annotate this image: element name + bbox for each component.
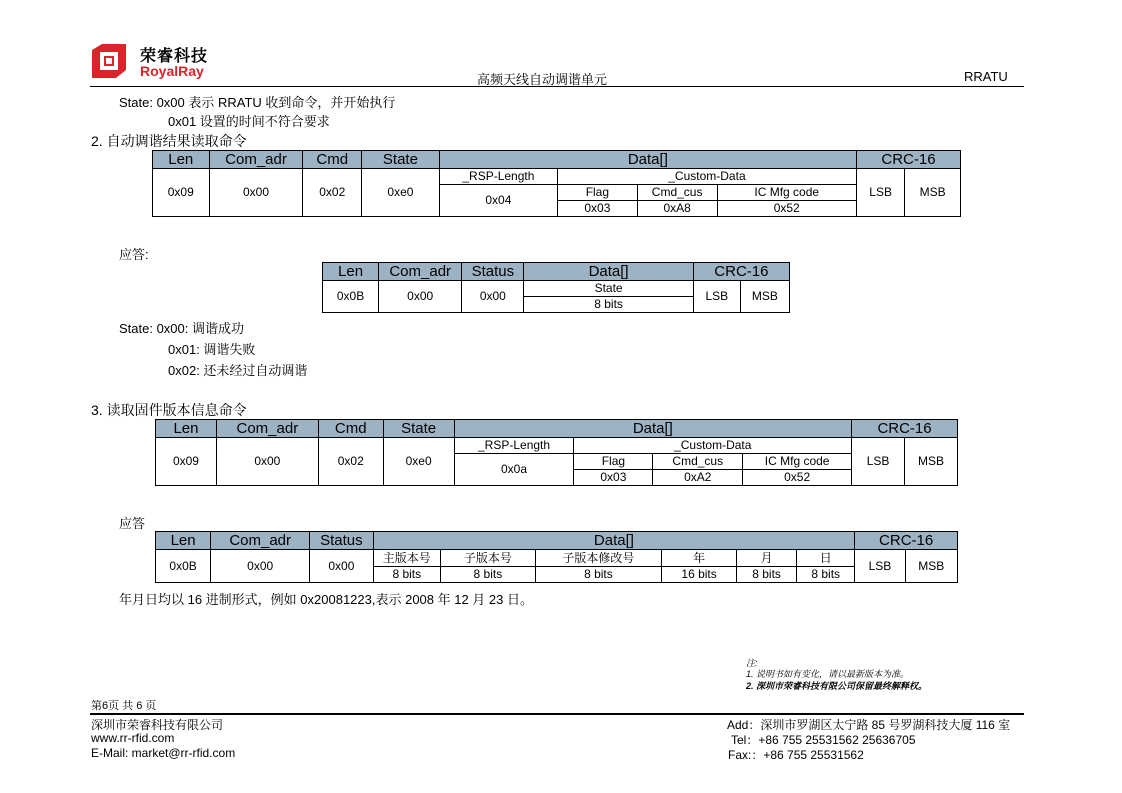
subheader-ic-mfg: IC Mfg code — [717, 185, 856, 201]
state-desc-line-2: 0x01 设置的时间不符合要求 — [168, 114, 330, 129]
company-name-cn: 荣睿科技 — [140, 48, 209, 65]
auto-tune-reply-table — [322, 262, 790, 313]
data-state-bits: 8 bits — [524, 297, 693, 313]
value-msb: MSB — [905, 550, 957, 583]
custom-data-label: _Custom-Data — [557, 169, 856, 185]
footer-email[interactable]: E-Mail: market@rr-rfid.com — [91, 746, 236, 760]
value-len: 0x0B — [323, 281, 379, 313]
value-flag: 0x03 — [574, 470, 653, 486]
subheader-cmd-cus: Cmd_cus — [637, 185, 717, 201]
footer-rule — [90, 713, 1024, 715]
auto-tune-read-command-table — [152, 150, 961, 217]
value-state: 0xe0 — [383, 438, 454, 486]
bits-minor-version: 8 bits — [441, 567, 536, 583]
footer-tel: Tel：+86 755 25531562 25636705 — [731, 733, 916, 747]
bits-year: 16 bits — [662, 567, 737, 583]
header-data: Data[] — [524, 263, 693, 281]
footer-address: Add：深圳市罗湖区太宁路 85 号罗湖科技大厦 116 室 — [727, 718, 1011, 732]
value-msb: MSB — [905, 169, 961, 217]
value-cmd: 0x02 — [303, 169, 362, 217]
value-com-adr: 0x00 — [211, 550, 310, 583]
value-msb: MSB — [905, 438, 958, 486]
value-rsp-length: 0x04 — [439, 185, 557, 217]
value-rsp-length: 0x0a — [454, 454, 574, 486]
firmware-version-command-table — [155, 419, 958, 486]
value-lsb: LSB — [855, 550, 905, 583]
value-flag: 0x03 — [557, 201, 637, 217]
value-com-adr: 0x00 — [379, 281, 462, 313]
footnote-item-1: 1. 说明书如有变化，请以最新版本为准。 — [746, 669, 910, 679]
footer-company: 深圳市荣睿科技有限公司 — [91, 718, 224, 732]
header-crc16: CRC-16 — [693, 263, 789, 281]
header-cmd: Cmd — [318, 420, 383, 438]
value-lsb: LSB — [693, 281, 740, 313]
header-status: Status — [462, 263, 524, 281]
header-status: Status — [310, 532, 373, 550]
field-major-version: 主版本号 — [373, 550, 440, 567]
header-crc16: CRC-16 — [855, 532, 958, 550]
state-desc-line-1: State: 0x00 表示 RRATU 收到命令，并开始执行 — [119, 95, 396, 110]
header-cmd: Cmd — [303, 151, 362, 169]
value-len: 0x0B — [156, 550, 211, 583]
header-len: Len — [153, 151, 210, 169]
subheader-flag: Flag — [557, 185, 637, 201]
header-com-adr: Com_adr — [211, 532, 310, 550]
footer-fax: Fax:：+86 755 25531562 — [728, 748, 864, 762]
bits-minor-revision: 8 bits — [535, 567, 661, 583]
field-month: 月 — [737, 550, 797, 567]
header-data: Data[] — [373, 532, 855, 550]
page-number: 第6页 共 6 页 — [91, 700, 157, 712]
section-3-title: 3. 读取固件版本信息命令 — [91, 402, 247, 418]
value-cmd: 0x02 — [318, 438, 383, 486]
subheader-ic-mfg: IC Mfg code — [743, 454, 852, 470]
value-com-adr: 0x00 — [209, 169, 303, 217]
footer-website-link[interactable]: www.rr-rfid.com — [91, 731, 175, 745]
header-crc16: CRC-16 — [852, 420, 958, 438]
bits-day: 8 bits — [797, 567, 855, 583]
value-len: 0x09 — [153, 169, 210, 217]
data-state-label: State — [524, 281, 693, 297]
value-len: 0x09 — [156, 438, 217, 486]
value-cmd-cus: 0xA2 — [653, 470, 743, 486]
section-2-title: 2. 自动调谐结果读取命令 — [91, 133, 247, 149]
header-crc16: CRC-16 — [856, 151, 960, 169]
header-data: Data[] — [439, 151, 856, 169]
company-name-en: RoyalRay — [140, 63, 204, 79]
rsp-length-label: _RSP-Length — [439, 169, 557, 185]
header-len: Len — [323, 263, 379, 281]
company-logo-icon — [90, 42, 128, 80]
header-data: Data[] — [454, 420, 851, 438]
field-day: 日 — [797, 550, 855, 567]
document-code: RRATU — [964, 69, 1008, 84]
custom-data-label: _Custom-Data — [574, 438, 852, 454]
date-format-note: 年月日均以 16 进制形式，例如 0x20081223,表示 2008 年 12 月 23 日。 — [119, 592, 533, 607]
subheader-cmd-cus: Cmd_cus — [653, 454, 743, 470]
header-com-adr: Com_adr — [379, 263, 462, 281]
value-status: 0x00 — [462, 281, 524, 313]
state-result-line-2: 0x01: 调谐失败 — [168, 342, 256, 357]
footnote-title: 注: — [746, 658, 758, 668]
value-lsb: LSB — [856, 169, 904, 217]
bits-major-version: 8 bits — [373, 567, 440, 583]
field-minor-version: 子版本号 — [441, 550, 536, 567]
reply-label-3: 应答 — [119, 516, 146, 531]
footnote-item-2: 2. 深圳市荣睿科技有限公司保留最终解释权。 — [746, 681, 928, 691]
field-year: 年 — [662, 550, 737, 567]
field-minor-revision: 子版本修改号 — [535, 550, 661, 567]
header-rule — [90, 86, 1024, 87]
header-com-adr: Com_adr — [216, 420, 318, 438]
bits-month: 8 bits — [737, 567, 797, 583]
value-com-adr: 0x00 — [216, 438, 318, 486]
value-ic-mfg: 0x52 — [717, 201, 856, 217]
header-state: State — [383, 420, 454, 438]
document-title: 高频天线自动调谐单元 — [477, 72, 608, 87]
value-state: 0xe0 — [362, 169, 440, 217]
header-len: Len — [156, 420, 217, 438]
value-msb: MSB — [740, 281, 789, 313]
value-ic-mfg: 0x52 — [743, 470, 852, 486]
subheader-flag: Flag — [574, 454, 653, 470]
value-status: 0x00 — [310, 550, 373, 583]
header-len: Len — [156, 532, 211, 550]
header-com-adr: Com_adr — [209, 151, 303, 169]
state-result-line-3: 0x02: 还未经过自动调谐 — [168, 363, 308, 378]
firmware-version-reply-table — [155, 531, 958, 583]
header-state: State — [362, 151, 440, 169]
value-cmd-cus: 0xA8 — [637, 201, 717, 217]
reply-label-2: 应答: — [119, 247, 149, 262]
value-lsb: LSB — [852, 438, 905, 486]
rsp-length-label: _RSP-Length — [454, 438, 574, 454]
state-result-line-1: State: 0x00: 调谐成功 — [119, 321, 244, 336]
